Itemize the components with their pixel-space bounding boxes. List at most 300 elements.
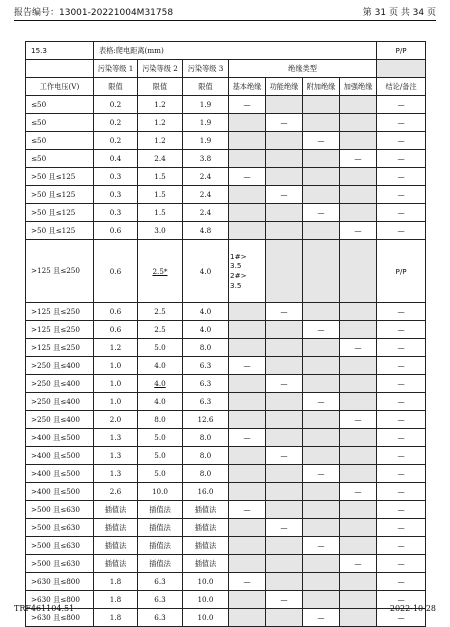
- basic-insulation-cell: [229, 339, 266, 357]
- table-row: [26, 204, 426, 222]
- reinforced-insulation-cell: [340, 321, 377, 339]
- reinforced-insulation-cell: [340, 357, 377, 375]
- title-row: [26, 42, 426, 60]
- limit-pollution-2-value: 5.0: [154, 469, 166, 478]
- functional-insulation-cell: [266, 429, 303, 447]
- basic-insulation-cell: [229, 483, 266, 501]
- limit-pollution-2-value: 2.5*: [152, 266, 168, 276]
- supplementary-insulation-cell: [303, 429, 340, 447]
- supplementary-insulation-cell: [303, 168, 340, 186]
- basic-insulation-measured-line: 2#>: [230, 271, 247, 280]
- remark-cell: —: [377, 591, 426, 609]
- limit-pollution-2-cell: [138, 411, 183, 429]
- basic-insulation-cell: [229, 465, 266, 483]
- limit-pollution-1-cell: 1.8: [94, 609, 138, 627]
- functional-insulation-cell: [266, 573, 303, 591]
- limit-pollution-2-cell: [138, 132, 183, 150]
- limit-pollution-2-cell: [138, 375, 183, 393]
- working-voltage-cell: >250 且≤400: [26, 375, 94, 393]
- remark-cell: P/P: [377, 240, 426, 303]
- header-row-1: [26, 60, 426, 78]
- remark-cell: —: [377, 429, 426, 447]
- working-voltage-cell: >630 且≤800: [26, 609, 94, 627]
- clause-number: 15.3: [26, 42, 94, 60]
- table-row: [26, 321, 426, 339]
- limit-pollution-1-cell: 0.2: [94, 132, 138, 150]
- limit-pollution-3-cell: 2.4: [183, 168, 229, 186]
- limit-pollution-2-cell: [138, 96, 183, 114]
- limit-pollution-2-value: 插值法: [149, 558, 171, 568]
- remark-cell: —: [377, 204, 426, 222]
- limit-pollution-2-cell: [138, 573, 183, 591]
- limit-pollution-3-cell: 3.8: [183, 150, 229, 168]
- working-voltage-cell: ≤50: [26, 150, 94, 168]
- table-row: [26, 186, 426, 204]
- limit-pollution-2-value: 2.4: [154, 154, 166, 163]
- limit-pollution-2-value: 插值法: [149, 540, 171, 550]
- limit-pollution-2-value: 1.2: [154, 100, 166, 109]
- functional-insulation-cell: [266, 168, 303, 186]
- limit-pollution-1-cell: 1.8: [94, 591, 138, 609]
- supplementary-insulation-cell: [303, 447, 340, 465]
- limit-pollution-2-value: 6.3: [154, 577, 166, 586]
- basic-insulation-cell: [229, 132, 266, 150]
- working-voltage-cell: ≤50: [26, 96, 94, 114]
- basic-insulation-cell: [229, 222, 266, 240]
- supplementary-insulation-cell: [303, 186, 340, 204]
- reinforced-insulation-cell: [340, 375, 377, 393]
- remark-cell: —: [377, 96, 426, 114]
- limit-pollution-2-value: 5.0: [154, 451, 166, 460]
- limit-pollution-2-cell: [138, 555, 183, 573]
- limit-pollution-1-cell: 1.3: [94, 429, 138, 447]
- working-voltage-cell: >250 且≤400: [26, 411, 94, 429]
- basic-insulation-cell: [229, 537, 266, 555]
- table-row: [26, 609, 426, 627]
- functional-insulation-cell: [266, 204, 303, 222]
- report-date: 2022-10-28: [389, 604, 436, 613]
- limit-pollution-3-cell: 插值法: [183, 501, 229, 519]
- page-number: 第 31 页 共 34 页: [362, 8, 436, 18]
- limit-pollution-2-cell: [138, 591, 183, 609]
- basic-insulation-cell: —: [229, 357, 266, 375]
- reinforced-insulation-cell: [340, 573, 377, 591]
- functional-insulation-cell: [266, 537, 303, 555]
- limit-pollution-2-value: 插值法: [149, 504, 171, 514]
- limit-pollution-3-cell: 12.6: [183, 411, 229, 429]
- limit-pollution-1-cell: 1.3: [94, 465, 138, 483]
- supplementary-insulation-cell: [303, 240, 340, 303]
- working-voltage-cell: ≤50: [26, 114, 94, 132]
- header-functional-insulation: 功能绝缘: [266, 78, 303, 96]
- limit-pollution-2-value: 4.0: [154, 361, 166, 370]
- reinforced-insulation-cell: [340, 186, 377, 204]
- limit-pollution-3-cell: 10.0: [183, 573, 229, 591]
- functional-insulation-cell: [266, 222, 303, 240]
- header-working-voltage: 工作电压(V): [26, 78, 94, 96]
- limit-pollution-1-cell: 1.0: [94, 357, 138, 375]
- basic-insulation-cell: [229, 447, 266, 465]
- functional-insulation-cell: [266, 465, 303, 483]
- limit-pollution-2-cell: [138, 537, 183, 555]
- table-row: [26, 447, 426, 465]
- limit-pollution-3-cell: 8.0: [183, 447, 229, 465]
- reinforced-insulation-cell: [340, 609, 377, 627]
- reinforced-insulation-cell: [340, 537, 377, 555]
- limit-pollution-2-cell: [138, 429, 183, 447]
- limit-pollution-2-cell: [138, 186, 183, 204]
- table-row: [26, 429, 426, 447]
- supplementary-insulation-cell: [303, 591, 340, 609]
- working-voltage-cell: >50 且≤125: [26, 222, 94, 240]
- limit-pollution-1-cell: 0.3: [94, 186, 138, 204]
- remark-cell: —: [377, 186, 426, 204]
- header-rule: [14, 20, 436, 21]
- reinforced-insulation-cell: —: [340, 555, 377, 573]
- limit-pollution-2-value: 6.3: [154, 613, 166, 622]
- table-row: [26, 465, 426, 483]
- supplementary-insulation-cell: —: [303, 465, 340, 483]
- functional-insulation-cell: —: [266, 303, 303, 321]
- header-remark: 结论/备注: [377, 78, 426, 96]
- working-voltage-cell: >125 且≤250: [26, 240, 94, 303]
- supplementary-insulation-cell: [303, 375, 340, 393]
- working-voltage-cell: >500 且≤630: [26, 537, 94, 555]
- remark-cell: —: [377, 609, 426, 627]
- table-row: [26, 555, 426, 573]
- remark-cell: —: [377, 339, 426, 357]
- basic-insulation-measured-line: 3.5: [230, 261, 242, 271]
- basic-insulation-cell: [229, 240, 266, 303]
- functional-insulation-cell: [266, 483, 303, 501]
- basic-insulation-cell: [229, 204, 266, 222]
- functional-insulation-cell: [266, 501, 303, 519]
- functional-insulation-cell: —: [266, 186, 303, 204]
- limit-pollution-2-value: 1.5: [154, 172, 166, 181]
- basic-insulation-measured-line: 3.5: [230, 280, 242, 290]
- limit-pollution-1-cell: 1.0: [94, 393, 138, 411]
- working-voltage-cell: >400 且≤500: [26, 483, 94, 501]
- limit-pollution-2-cell: [138, 339, 183, 357]
- working-voltage-cell: ≤50: [26, 132, 94, 150]
- reinforced-insulation-cell: [340, 393, 377, 411]
- functional-insulation-cell: [266, 411, 303, 429]
- basic-insulation-cell: [229, 591, 266, 609]
- reinforced-insulation-cell: [340, 303, 377, 321]
- report-number: 报告编号：13001-20221004M31758: [14, 8, 174, 18]
- working-voltage-cell: >500 且≤630: [26, 555, 94, 573]
- limit-pollution-2-cell: [138, 357, 183, 375]
- limit-pollution-2-value: 1.2: [154, 118, 166, 127]
- reinforced-insulation-cell: [340, 114, 377, 132]
- limit-pollution-3-cell: 10.0: [183, 609, 229, 627]
- table-row: [26, 168, 426, 186]
- supplementary-insulation-cell: [303, 573, 340, 591]
- limit-pollution-1-cell: 0.3: [94, 168, 138, 186]
- header-reinforced-insulation: 加强绝缘: [340, 78, 377, 96]
- limit-pollution-1-cell: 0.6: [94, 321, 138, 339]
- working-voltage-cell: >400 且≤500: [26, 447, 94, 465]
- functional-insulation-cell: [266, 150, 303, 168]
- limit-pollution-3-cell: 16.0: [183, 483, 229, 501]
- basic-insulation-cell: [229, 555, 266, 573]
- working-voltage-cell: >500 且≤630: [26, 519, 94, 537]
- basic-insulation-cell: [229, 303, 266, 321]
- limit-pollution-3-cell: 8.0: [183, 429, 229, 447]
- limit-pollution-1-cell: 1.8: [94, 573, 138, 591]
- limit-pollution-2-cell: [138, 465, 183, 483]
- working-voltage-cell: >50 且≤125: [26, 186, 94, 204]
- working-voltage-cell: >250 且≤400: [26, 393, 94, 411]
- table-row: [26, 591, 426, 609]
- remark-cell: —: [377, 573, 426, 591]
- remark-cell: —: [377, 321, 426, 339]
- table-row: [26, 240, 426, 303]
- supplementary-insulation-cell: [303, 501, 340, 519]
- header-pollution-1: 污染等级 1: [94, 60, 138, 78]
- limit-pollution-3-cell: 4.8: [183, 222, 229, 240]
- basic-insulation-cell: [229, 150, 266, 168]
- reinforced-insulation-cell: —: [340, 483, 377, 501]
- supplementary-insulation-cell: [303, 357, 340, 375]
- header-supplementary-insulation: 附加绝缘: [303, 78, 340, 96]
- limit-pollution-2-value: 1.2: [154, 136, 166, 145]
- reinforced-insulation-cell: [340, 519, 377, 537]
- basic-insulation-cell: [229, 519, 266, 537]
- functional-insulation-cell: —: [266, 447, 303, 465]
- limit-pollution-1-cell: 0.2: [94, 96, 138, 114]
- supplementary-insulation-cell: [303, 411, 340, 429]
- header-limit-3: 限值: [183, 78, 229, 96]
- basic-insulation-cell: [229, 114, 266, 132]
- limit-pollution-2-value: 2.5: [154, 325, 166, 334]
- supplementary-insulation-cell: [303, 303, 340, 321]
- limit-pollution-2-value: 1.5: [154, 190, 166, 199]
- basic-insulation-measured-line: 1#>: [230, 251, 247, 261]
- working-voltage-cell: >250 且≤400: [26, 357, 94, 375]
- remark-cell: —: [377, 150, 426, 168]
- limit-pollution-3-cell: 6.3: [183, 357, 229, 375]
- limit-pollution-3-cell: 4.0: [183, 303, 229, 321]
- page-header: [14, 3, 436, 21]
- remark-cell: —: [377, 465, 426, 483]
- working-voltage-cell: >630 且≤800: [26, 591, 94, 609]
- limit-pollution-3-cell: 10.0: [183, 591, 229, 609]
- reinforced-insulation-cell: [340, 204, 377, 222]
- reinforced-insulation-cell: [340, 465, 377, 483]
- remark-cell: —: [377, 555, 426, 573]
- limit-pollution-2-value: 4.0: [154, 397, 166, 406]
- remark-cell: —: [377, 132, 426, 150]
- limit-pollution-2-cell: [138, 303, 183, 321]
- table-body: [26, 96, 426, 627]
- limit-pollution-3-cell: 2.4: [183, 186, 229, 204]
- basic-insulation-cell: [229, 321, 266, 339]
- working-voltage-cell: >500 且≤630: [26, 501, 94, 519]
- remark-cell: —: [377, 114, 426, 132]
- supplementary-insulation-cell: [303, 555, 340, 573]
- reinforced-insulation-cell: —: [340, 222, 377, 240]
- functional-insulation-cell: —: [266, 375, 303, 393]
- table-verdict: P/P: [377, 42, 426, 60]
- working-voltage-cell: >125 且≤250: [26, 321, 94, 339]
- functional-insulation-cell: [266, 609, 303, 627]
- limit-pollution-1-cell: 1.2: [94, 339, 138, 357]
- table-row: [26, 411, 426, 429]
- limit-pollution-1-cell: 1.3: [94, 447, 138, 465]
- basic-insulation-cell: [229, 375, 266, 393]
- remark-cell: —: [377, 303, 426, 321]
- limit-pollution-1-cell: 2.6: [94, 483, 138, 501]
- reinforced-insulation-cell: [340, 591, 377, 609]
- functional-insulation-cell: [266, 393, 303, 411]
- supplementary-insulation-cell: [303, 519, 340, 537]
- limit-pollution-1-cell: 插值法: [94, 537, 138, 555]
- supplementary-insulation-cell: [303, 483, 340, 501]
- limit-pollution-3-cell: 6.3: [183, 375, 229, 393]
- remark-cell: —: [377, 168, 426, 186]
- working-voltage-cell: >125 且≤250: [26, 339, 94, 357]
- table-title: 表格:爬电距离(mm): [94, 42, 377, 60]
- limit-pollution-2-cell: [138, 447, 183, 465]
- functional-insulation-cell: —: [266, 519, 303, 537]
- supplementary-insulation-cell: —: [303, 321, 340, 339]
- header-pollution-2: 污染等级 2: [138, 60, 183, 78]
- header-row-2: [26, 78, 426, 96]
- limit-pollution-2-cell: [138, 393, 183, 411]
- remark-cell: —: [377, 222, 426, 240]
- reinforced-insulation-cell: [340, 240, 377, 303]
- table-row: [26, 222, 426, 240]
- limit-pollution-3-cell: 1.9: [183, 114, 229, 132]
- header-limit-1: 限值: [94, 78, 138, 96]
- working-voltage-cell: >50 且≤125: [26, 204, 94, 222]
- reinforced-insulation-cell: [340, 96, 377, 114]
- limit-pollution-3-cell: 1.9: [183, 132, 229, 150]
- table-row: [26, 339, 426, 357]
- limit-pollution-2-value: 8.0: [154, 415, 166, 424]
- table-row: [26, 132, 426, 150]
- reinforced-insulation-cell: [340, 447, 377, 465]
- supplementary-insulation-cell: [303, 114, 340, 132]
- working-voltage-cell: >630 且≤800: [26, 573, 94, 591]
- limit-pollution-2-cell: [138, 321, 183, 339]
- limit-pollution-3-cell: 插值法: [183, 555, 229, 573]
- limit-pollution-1-cell: 0.4: [94, 150, 138, 168]
- limit-pollution-2-cell: [138, 150, 183, 168]
- functional-insulation-cell: [266, 555, 303, 573]
- supplementary-insulation-cell: [303, 96, 340, 114]
- functional-insulation-cell: [266, 96, 303, 114]
- table-row: [26, 375, 426, 393]
- table-row: [26, 303, 426, 321]
- supplementary-insulation-cell: —: [303, 393, 340, 411]
- limit-pollution-2-value: 3.0: [154, 226, 166, 235]
- limit-pollution-2-value: 4.0: [154, 379, 166, 388]
- limit-pollution-1-cell: 0.2: [94, 114, 138, 132]
- table-row: [26, 501, 426, 519]
- limit-pollution-1-cell: 0.3: [94, 204, 138, 222]
- reinforced-insulation-cell: [340, 429, 377, 447]
- header-limit-2: 限值: [138, 78, 183, 96]
- form-code: TRF461104.51: [14, 604, 75, 613]
- limit-pollution-2-cell: [138, 519, 183, 537]
- remark-cell: —: [377, 447, 426, 465]
- limit-pollution-2-value: 1.5: [154, 208, 166, 217]
- limit-pollution-2-cell: [138, 168, 183, 186]
- basic-insulation-cell: [229, 393, 266, 411]
- basic-insulation-cell: [229, 411, 266, 429]
- limit-pollution-3-cell: 4.0: [183, 321, 229, 339]
- reinforced-insulation-cell: [340, 132, 377, 150]
- limit-pollution-3-cell: 插值法: [183, 519, 229, 537]
- table-row: [26, 114, 426, 132]
- limit-pollution-3-cell: 插值法: [183, 537, 229, 555]
- basic-insulation-cell: —: [229, 573, 266, 591]
- limit-pollution-2-value: 插值法: [149, 522, 171, 532]
- functional-insulation-cell: —: [266, 591, 303, 609]
- remark-cell: —: [377, 519, 426, 537]
- table-row: [26, 519, 426, 537]
- limit-pollution-2-value: 5.0: [154, 433, 166, 442]
- table-row: [26, 393, 426, 411]
- basic-insulation-cell: —: [229, 168, 266, 186]
- basic-insulation-cell: —: [229, 501, 266, 519]
- limit-pollution-2-cell: [138, 240, 183, 303]
- remark-cell: —: [377, 537, 426, 555]
- working-voltage-cell: >400 且≤500: [26, 465, 94, 483]
- limit-pollution-2-value: 5.0: [154, 343, 166, 352]
- remark-cell: —: [377, 357, 426, 375]
- limit-pollution-3-cell: 1.9: [183, 96, 229, 114]
- limit-pollution-1-cell: 0.6: [94, 240, 138, 303]
- working-voltage-cell: >400 且≤500: [26, 429, 94, 447]
- limit-pollution-1-cell: 0.6: [94, 222, 138, 240]
- limit-pollution-2-value: 6.3: [154, 595, 166, 604]
- table-row: [26, 537, 426, 555]
- table-row: [26, 96, 426, 114]
- basic-insulation-cell: [229, 609, 266, 627]
- limit-pollution-2-cell: [138, 609, 183, 627]
- functional-insulation-cell: —: [266, 114, 303, 132]
- table-row: [26, 357, 426, 375]
- working-voltage-cell: >125 且≤250: [26, 303, 94, 321]
- limit-pollution-3-cell: 2.4: [183, 204, 229, 222]
- limit-pollution-1-cell: 插值法: [94, 501, 138, 519]
- limit-pollution-2-value: 2.5: [154, 307, 166, 316]
- creepage-table: [25, 41, 426, 627]
- limit-pollution-2-cell: [138, 483, 183, 501]
- limit-pollution-2-cell: [138, 114, 183, 132]
- table-row: [26, 483, 426, 501]
- limit-pollution-2-cell: [138, 204, 183, 222]
- functional-insulation-cell: [266, 321, 303, 339]
- limit-pollution-1-cell: 0.6: [94, 303, 138, 321]
- reinforced-insulation-cell: [340, 501, 377, 519]
- remark-cell: —: [377, 411, 426, 429]
- header-pollution-3: 污染等级 3: [183, 60, 229, 78]
- table-row: [26, 150, 426, 168]
- supplementary-insulation-cell: —: [303, 537, 340, 555]
- functional-insulation-cell: [266, 240, 303, 303]
- remark-cell: —: [377, 375, 426, 393]
- supplementary-insulation-cell: [303, 339, 340, 357]
- header-insulation-type: 绝缘类型: [229, 60, 377, 78]
- basic-insulation-cell: [229, 186, 266, 204]
- supplementary-insulation-cell: —: [303, 132, 340, 150]
- limit-pollution-3-cell: 8.0: [183, 339, 229, 357]
- table-row: [26, 573, 426, 591]
